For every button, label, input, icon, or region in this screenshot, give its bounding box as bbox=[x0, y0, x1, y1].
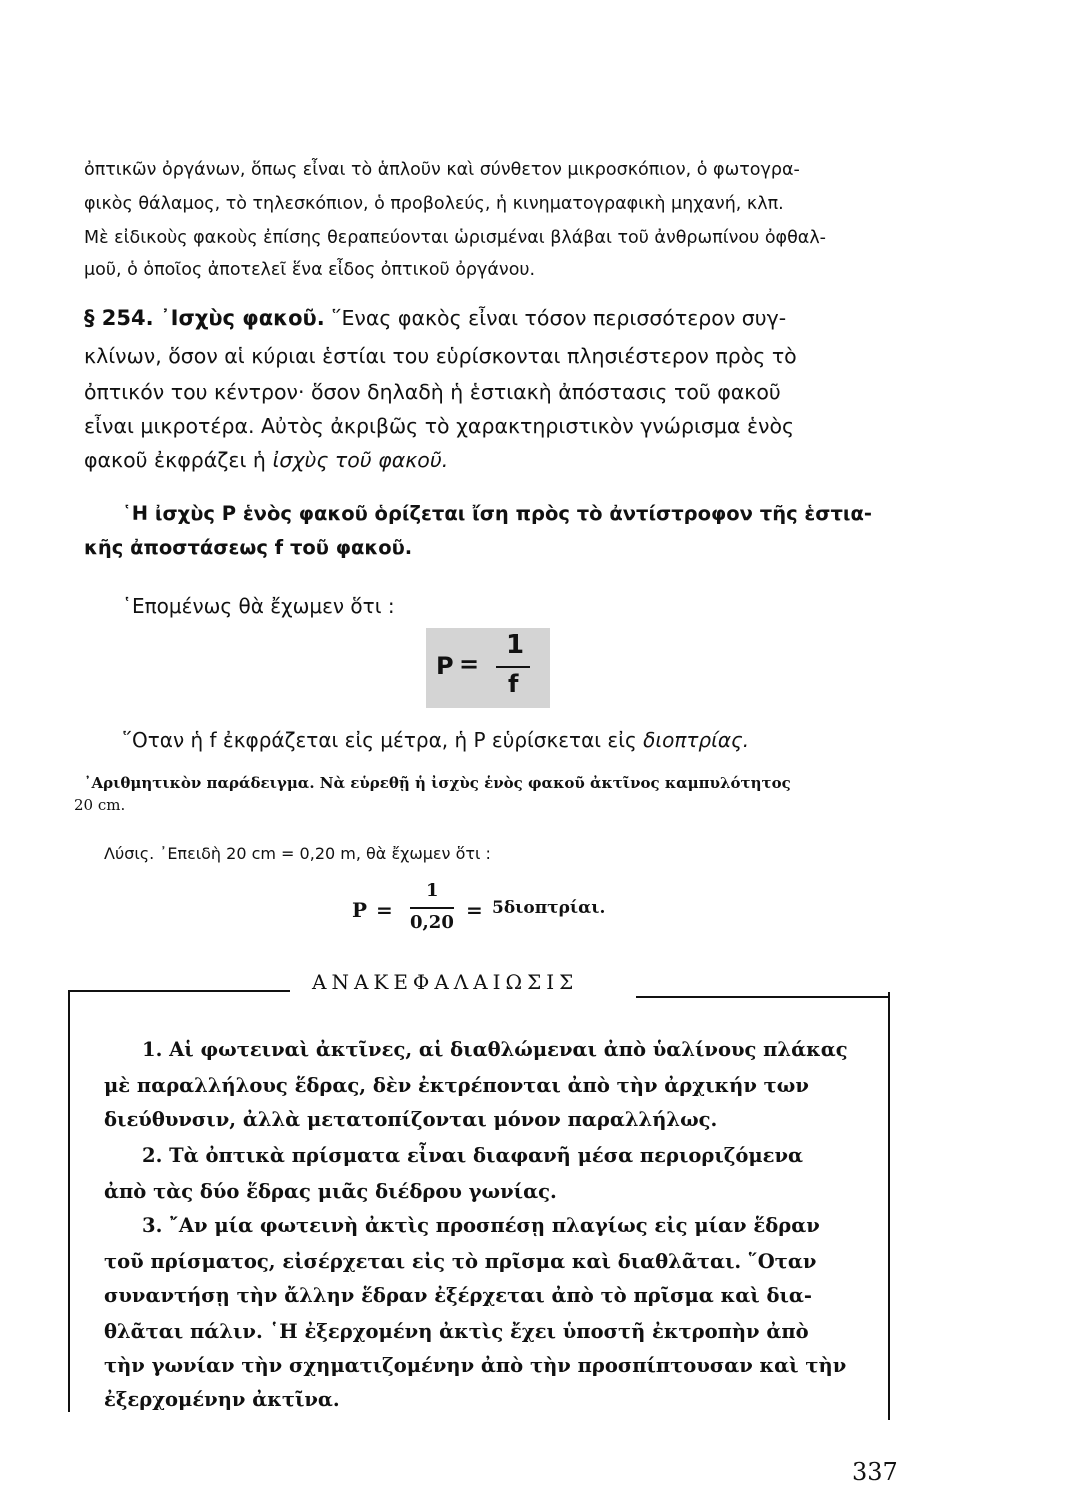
section-title: ᾿Ισχὺς φακοῦ. bbox=[160, 306, 325, 330]
summary-line: θλᾶται πάλιν. ῾Η ἐξερχομένη ἀκτὶς ἔχει ὑποστῆ ἐκτροπὴν ἀπὸ bbox=[104, 1320, 809, 1343]
section-last-line bbox=[84, 448, 448, 472]
page-number: 337 bbox=[852, 1458, 898, 1486]
formula2-denominator: 0,20 bbox=[410, 912, 454, 933]
section-text: φακοῦ ἐκφράζει ἡ bbox=[84, 448, 273, 472]
units-sentence bbox=[122, 728, 749, 752]
formula2-eq1: = bbox=[376, 898, 393, 922]
intro-line: μοῦ, ὁ ὁποῖος ἀποτελεῖ ἕνα εἶδος ὀπτικοῦ ὀργάνου. bbox=[84, 260, 536, 280]
summary-line: ἀπὸ τὰς δύο ἕδρας μιᾶς διέδρου γωνίας. bbox=[104, 1180, 557, 1203]
summary-line: διεύθυνσιν, ἀλλὰ μετατοπίζονται μόνον παραλλήλως. bbox=[104, 1108, 718, 1131]
example-line bbox=[84, 774, 791, 792]
recap-rule-right bbox=[636, 996, 888, 998]
recap-rule-left bbox=[68, 990, 290, 992]
solution-line: Λύσις. ᾿Επειδὴ 20 cm = 0,20 m, θὰ ἔχωμεν ὅτι : bbox=[104, 844, 491, 863]
section-term: ἰσχὺς τοῦ φακοῦ. bbox=[272, 448, 449, 472]
recap-border-right bbox=[888, 992, 890, 1420]
units-text: ῞Οταν ἡ f ἐκφράζεται εἰς μέτρα, ἡ P εὑρίσκεται εἰς bbox=[122, 728, 644, 752]
therefore-text: ῾Επομένως θὰ ἔχωμεν ὅτι : bbox=[122, 594, 395, 618]
intro-line: ὀπτικῶν ὀργάνων, ὅπως εἶναι τὸ ἁπλοῦν καὶ σύνθετον μικροσκόπιον, ὁ φωτογρα- bbox=[84, 160, 800, 180]
recap-title: ΑΝΑΚΕΦΑΛΑΙΩΣΙΣ bbox=[312, 970, 579, 994]
formula2-lhs: P bbox=[352, 898, 368, 922]
summary-line: 2. Τὰ ὀπτικὰ πρίσματα εἶναι διαφανῆ μέσα περιοριζόμενα bbox=[142, 1144, 804, 1167]
formula2-eq2: = bbox=[466, 898, 483, 922]
section-line: κλίνων, ὅσον αἱ κύριαι ἑστίαι του εὑρίσκονται πλησιέστερον πρὸς τὸ bbox=[84, 344, 797, 368]
summary-line: 3. ῎Αν μία φωτεινὴ ἀκτὶς προσπέσῃ πλαγίως εἰς μίαν ἕδραν bbox=[142, 1214, 820, 1237]
formula-lhs: P bbox=[436, 652, 454, 680]
section-text: ῞Ενας φακὸς εἶναι τόσον περισσότερον συγ- bbox=[331, 306, 787, 330]
summary-line: ἐξερχομένην ἀκτῖνα. bbox=[104, 1388, 340, 1411]
summary-line: τοῦ πρίσματος, εἰσέρχεται εἰς τὸ πρῖσμα καὶ διαθλᾶται. ῞Οταν bbox=[104, 1250, 817, 1273]
formula-numerator: 1 bbox=[506, 630, 525, 660]
units-term: διοπτρίας. bbox=[643, 728, 750, 752]
formula2-result: 5διοπτρίαι. bbox=[492, 898, 606, 918]
summary-line: τὴν γωνίαν τὴν σχηματιζομένην ἀπὸ τὴν προσπίπτουσαν καὶ τὴν bbox=[104, 1354, 847, 1377]
example-label: ᾿Αριθμητικὸν παράδειγμα. bbox=[84, 774, 315, 792]
section-line: ὀπτικόν του κέντρον· ὅσον δηλαδὴ ἡ ἑστιακὴ ἀπόστασις τοῦ φακοῦ bbox=[84, 380, 781, 404]
section-first-line bbox=[84, 306, 786, 330]
intro-line: φικὸς θάλαμος, τὸ τηλεσκόπιον, ὁ προβολεύς, ἡ κινηματογραφικὴ μηχανή, κλπ. bbox=[84, 194, 784, 214]
recap-border-left bbox=[68, 992, 70, 1412]
section-number: § 254. bbox=[84, 306, 154, 330]
formula-box bbox=[426, 628, 550, 708]
example-line-2: 20 cm. bbox=[74, 796, 126, 814]
example-text: Νὰ εὑρεθῇ ἡ ἰσχὺς ἑνὸς φακοῦ ἀκτῖνος καμπυλότητος bbox=[314, 774, 791, 792]
formula-eq: = bbox=[459, 650, 480, 678]
formula2-numerator: 1 bbox=[426, 880, 439, 901]
section-line: εἶναι μικροτέρα. Αὐτὸς ἀκριβῶς τὸ χαρακτηριστικὸν γνώρισμα ἑνὸς bbox=[84, 414, 795, 438]
summary-line: συναντήσῃ τὴν ἄλλην ἕδραν ἐξέρχεται ἀπὸ τὸ πρῖσμα καὶ δια- bbox=[104, 1284, 812, 1307]
summary-line: 1. Αἱ φωτειναὶ ἀκτῖνες, αἱ διαθλώμεναι ἀπὸ ὑαλίνους πλάκας bbox=[142, 1038, 848, 1061]
formula-denominator: f bbox=[508, 670, 519, 698]
definition-line: κῆς ἀποστάσεως f τοῦ φακοῦ. bbox=[84, 536, 413, 559]
definition-line: ῾Η ἰσχὺς P ἑνὸς φακοῦ ὁρίζεται ἴση πρὸς τὸ ἀντίστροφον τῆς ἑστια- bbox=[122, 502, 873, 525]
formula2-bar bbox=[410, 907, 454, 909]
summary-line: μὲ παραλλήλους ἕδρας, δὲν ἐκτρέπονται ἀπὸ τὴν ἀρχικήν των bbox=[104, 1074, 809, 1097]
intro-line: Μὲ εἰδικοὺς φακοὺς ἐπίσης θεραπεύονται ὡρισμέναι βλάβαι τοῦ ἀνθρωπίνου ὀφθαλ- bbox=[84, 228, 826, 248]
fraction-bar bbox=[496, 666, 530, 668]
